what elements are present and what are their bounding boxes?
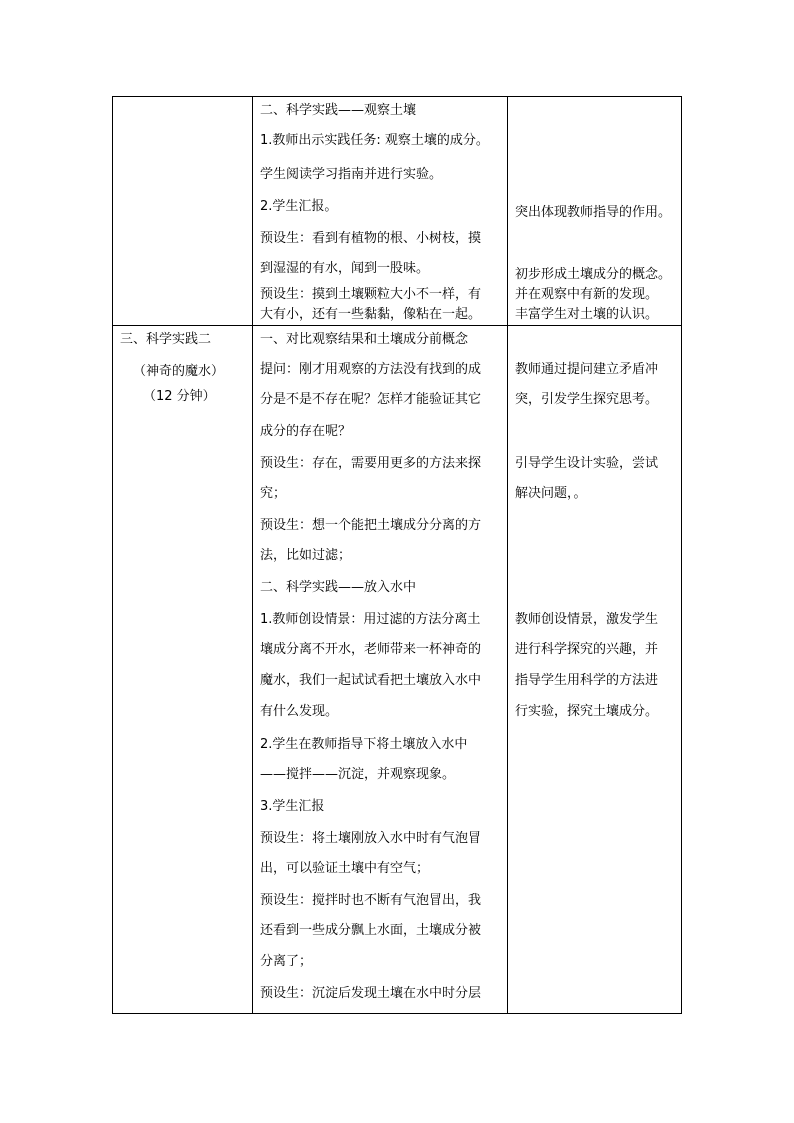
activity-line: 预设生：沉淀后发现土壤在水中时分层 <box>260 986 482 1001</box>
activity-line: 分离了； <box>260 954 313 969</box>
activity-line: 出，可以验证土壤中有空气； <box>260 861 430 876</box>
intent-cell <box>508 326 682 1014</box>
intent-line: 行实验，探究土壤成分。 <box>515 704 659 719</box>
activity-line: 2.学生汇报。 <box>260 199 338 214</box>
lesson-plan-table <box>112 96 682 1014</box>
activity-line: 预设生：存在，需要用更多的方法来探 <box>260 456 482 471</box>
activity-line: 法，比如过滤； <box>260 548 352 563</box>
activity-line: 壤成分离不开水，老师带来一杯神奇的 <box>260 642 482 657</box>
activity-line: 大有小，还有一些黏黏，像粘在一起。 <box>260 307 482 322</box>
intent-cell <box>508 97 682 326</box>
table-row <box>113 97 682 326</box>
intent-line: 解决问题，。 <box>515 486 587 501</box>
activity-cell <box>253 326 508 1014</box>
activity-line: 学生阅读学习指南并进行实验。 <box>260 167 443 182</box>
intent-line: 并在观察中有新的发现。 <box>515 287 659 302</box>
activity-line: 1.教师创设情景：用过滤的方法分离土 <box>260 612 481 627</box>
intent-line: 进行科学探究的兴趣，并 <box>515 642 659 657</box>
activity-line: 1.教师出示实践任务: 观察土壤的成分。 <box>260 133 489 148</box>
activity-line: 还看到一些成分飘上水面，土壤成分被 <box>260 923 482 938</box>
activity-line: 3.学生汇报 <box>260 799 325 814</box>
activity-line: 预设生：将土壤刚放入水中时有气泡冒 <box>260 831 482 846</box>
activity-line: 究； <box>260 486 287 501</box>
activity-line: 一、对比观察结果和土壤成分前概念 <box>260 332 469 347</box>
intent-line: 引导学生设计实验，尝试 <box>515 456 659 471</box>
table-row <box>113 326 682 1014</box>
stage-title: 三、科学实践二 <box>120 332 212 347</box>
stage-cell <box>113 326 253 1014</box>
activity-line: 预设生：搅拌时也不断有气泡冒出，我 <box>260 893 482 908</box>
intent-line: 指导学生用科学的方法进 <box>515 673 659 688</box>
activity-line: ——搅拌——沉淀，并观察现象。 <box>260 767 456 782</box>
activity-line: 到湿湿的有水，闻到一股味。 <box>260 261 430 276</box>
activity-line: 二、科学实践——放入水中 <box>260 580 417 595</box>
activity-line: 魔水，我们一起试试看把土壤放入水中 <box>260 673 482 688</box>
activity-line: 预设生：看到有植物的根、小树枝，摸 <box>260 231 482 246</box>
intent-line: 突，引发学生探究思考。 <box>515 392 659 407</box>
activity-line: 2.学生在教师指导下将土壤放入水中 <box>260 737 468 752</box>
stage-subtitle: （神奇的魔水） <box>133 364 225 379</box>
intent-line: 教师创设情景，激发学生 <box>515 612 659 627</box>
activity-line: 预设生：摸到土壤颗粒大小不一样，有 <box>260 287 482 302</box>
intent-line: 初步形成土壤成分的概念。 <box>515 267 672 282</box>
activity-cell <box>253 97 508 326</box>
intent-line: 教师通过提问建立矛盾冲 <box>515 362 659 377</box>
activity-line: 提问：刚才用观察的方法没有找到的成 <box>260 362 482 377</box>
activity-line: 二、科学实践——观察土壤 <box>260 103 417 118</box>
intent-line: 突出体现教师指导的作用。 <box>515 205 672 220</box>
stage-duration: （12 分钟） <box>143 389 216 404</box>
activity-line: 有什么发现。 <box>260 704 339 719</box>
activity-line: 成分的存在呢？ <box>260 424 352 439</box>
stage-cell-empty <box>113 97 253 326</box>
activity-line: 预设生：想一个能把土壤成分分离的方 <box>260 518 482 533</box>
activity-line: 分是不是不存在呢？怎样才能验证其它 <box>260 392 482 407</box>
intent-line: 丰富学生对土壤的认识。 <box>515 307 659 322</box>
